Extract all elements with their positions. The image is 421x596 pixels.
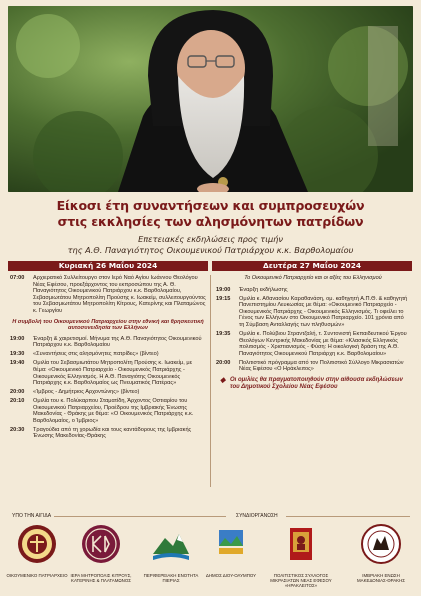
sponsor-name: ΙΜΒΡΙΑΚΗ ΕΝΩΣΗ ΜΑΚΕΔΟΝΙΑΣ-ΘΡΑΚΗΣ [357,573,405,584]
schedule-item [216,360,410,373]
patriarchate-seal-icon [17,524,57,564]
schedule-time: 19:00 [10,335,25,342]
metropolis-monogram-icon [81,524,121,564]
patriarch-photo [8,6,413,192]
subtitle-line-2: της Α.Θ. Παναγιότητος Οικουμενικού Πατριάρχου κ.κ. Βαρθολομαίου [67,245,354,255]
co-organizer-label: ΣΥΝΔΙΟΡΓΑΝΩΣΗ [236,513,278,519]
dion-olympos-icon [211,524,251,564]
title-line-1: Είκοσι έτη συναντήσεων και συμπροσευχών [56,198,365,213]
venue-note [216,377,410,391]
schedule-text: «Ίμβρος - Δημήτριος Αρχοντώνης» (βίντεο) [33,389,140,396]
sponsor-name: ΟΙΚΟΥΜΕΝΙΚΟ ΠΑΤΡΙΑΡΧΕΙΟ [6,573,68,578]
schedule-text: Αρχιερατικό Συλλείτουργο στον Ιερό Ναό Αγίου Ιωάννου Θεολόγου Νέας Εφέσου, προεξάρχοντος του εκπροσώπου της Α. Θ. Παναγιότητος Οικουμενικού Πατριάρχου κ.κ. Βαρθολομαίου, Σεβασμιωτάτου Μητροπολίτη Προύσης κ. Ιωακείμ, συλλειτουργούντος του Σεβασμιωτάτου Μητροπολίτη Κίτρους, Κατερίνης και Πλαταμώνος κ. Γεωργίου [33,275,206,314]
schedule-text: Ομιλία του Σεβασμιωτάτου Μητροπολίτη Προύσης κ. Ιωακείμ, με θέμα: «Οικουμενικό Πατριαρχείο - Οικουμενικός Πατριάρχης - Οικουμενικός Ελληνισμός. Η Α.Θ. Παναγιότης Οικουμενικός Πατριάρχης κ.κ. Βαρθολομαίος ως Πνευματικός Πατέρας» [33,360,193,387]
column-divider [210,275,211,487]
schedule-time: 20:10 [10,398,25,405]
schedule-item [216,296,410,329]
patriarch-photo-illustration [8,6,413,192]
schedule-text: Ομιλία κ. Πολύβιου Στραντζαλή, τ. Συντονιστή Εκπαιδευτικού Έργου Θεολόγων Κεντρικής Μακεδονίας με θέμα: «Κλασικός Ελληνικός πολιτισμός - Χριστιανισμός - Φύση: Η οικολογική δράση της Α.Θ. Παναγιότητος Οικουμενικού Πατριάρχη κ.κ. Βαρθολομαίου» [239,330,407,357]
sponsor-name: ΔΗΜΟΣ ΔΙΟΥ-ΟΛΥΜΠΟΥ [205,573,257,578]
sponsor-logo [6,524,68,578]
day2-schedule [216,275,410,391]
schedule-text: Έναρξη εκδήλωσης [239,286,288,293]
day2-theme-note: Το Οικουμενικό Πατριαρχείο και οι αξίες του Ελληνισμού [244,275,382,281]
pieria-mountains-icon [151,524,191,564]
schedule-time: 19:40 [10,360,25,367]
schedule-text: Ομιλία του κ. Πολύκαρπου Σταματίδη, Άρχοντος Οστιαρίου του Οικουμενικού Πατριαρχείου, Προέδρου της Ιμβριακής Ένωσης Μακεδονίας - Θράκης με θέμα: «Ο Οικουμενικός Πατριάρχης κ.κ. Βαρθολομαίος, ο Ίμβριος» [33,398,194,424]
schedule-text: Τραγούδια από τη χορωδία και τους καντάδορους της Ιμβριακής Ένωσης Μακεδονίας-Θράκης [33,426,192,440]
sponsor-separator [286,516,410,517]
subtitle-line-1: Επετειακές εκδηλώσεις προς τιμήν [138,234,283,244]
schedule-time: 19:00 [216,286,231,293]
schedule-item [10,351,206,358]
schedule-time: 07:00 [10,275,25,281]
title-line-2: στις εκκλησίες των αλησμόνητων πατρίδων [57,214,364,229]
schedule-item [10,427,206,440]
schedule-item [10,275,206,315]
day2-header: Δευτέρα 27 Μαΐου 2024 [212,261,412,271]
sponsor-name: ΠΕΡΙΦΕΡΕΙΑΚΗ ΕΝΟΤΗΤΑ ΠΙΕΡΙΑΣ [143,573,199,584]
sponsor-logo [70,524,132,583]
sponsor-name: ΙΕΡΑ ΜΗΤΡΟΠΟΛΙΣ ΚΙΤΡΟΥΣ, ΚΑΤΕΡΙΝΗΣ & ΠΛΑΤΑΜΩΝΟΣ [70,573,132,584]
under-auspices-label: ΥΠΟ ΤΗΝ ΑΙΓΙΔΑ [12,513,52,519]
schedule-text: Ομιλία κ. Αθανασίου Καραθανάση, ομ. καθηγητή Α.Π.Θ. & καθηγητή Πανεπιστημίου Λευκωσίας με θέμα: «Οικουμενικό Πατριαρχείο - Οικουμενικός Πατριάρχης - Οικουμενικός Ελληνισμός. Τι οφείλει το Γένος των Ελλήνων στο Οικουμενικό Πατριαρχείο. 101 χρόνια από τη Σύμβαση Ανταλλαγής των πληθυσμών» [239,295,408,328]
schedule-time: 19:35 [216,330,231,337]
schedule-text: Πολιτιστικό πρόγραμμα από τον Πολιτιστικό Σύλλογο Μικρασιατών Νέας Εφέσου «Ο Ηράκλειτος» [239,359,404,373]
schedule-text: Έναρξη & χαιρετισμοί. Μήνυμα της Α.Θ. Παναγιότητος Οικουμενικού Πατριάρχου κ.κ. Βαρθολομαίου [33,335,202,349]
schedule-item [10,360,206,386]
schedule-item [10,336,206,349]
sponsor-name: ΠΟΛΙΤΙΣΤΙΚΟΣ ΣΥΛΛΟΓΟΣ ΜΙΚΡΑΣΙΑΤΩΝ ΝΕΑΣ ΕΦΕΣΟΥ «ΗΡΑΚΛΕΙΤΟΣ» [270,573,332,589]
schedule-time: 19:30 [10,351,25,358]
sponsor-separator [54,516,226,517]
schedule-time: 19:15 [216,295,231,302]
schedule-text: «Συναντήσεις στις αλησμόνητες πατρίδες» (βίντεο) [33,351,159,358]
schedule-item [10,398,206,424]
sponsor-logo [200,524,262,578]
sponsor-logo [270,524,332,589]
day1-header: Κυριακή 26 Μαΐου 2024 [8,261,208,271]
sponsor-logo [350,524,412,583]
sponsor-logo [140,524,202,583]
day1-schedule [10,275,206,442]
heraclitus-club-icon [281,524,321,564]
venue-note-text: Οι ομιλίες θα πραγματοποιηθούν στην αίθουσα εκδηλώσεων του Δημοτικού Σχολείου Νέας Εφέσου [230,376,403,391]
schedule-item [216,287,410,294]
imbros-union-icon [361,524,401,564]
schedule-time: 20:30 [10,426,25,433]
day1-theme-note: Η συμβολή του Οικουμενικού Πατριαρχείου στην εθνική και θρησκευτική αυτοσυνειδησία των Ελλήνων [12,318,204,332]
schedule-time: 20:00 [216,359,231,366]
diamond-icon: ◆ [220,376,226,384]
schedule-item [216,331,410,357]
schedule-item [10,389,206,396]
schedule-time: 20:00 [10,389,25,396]
